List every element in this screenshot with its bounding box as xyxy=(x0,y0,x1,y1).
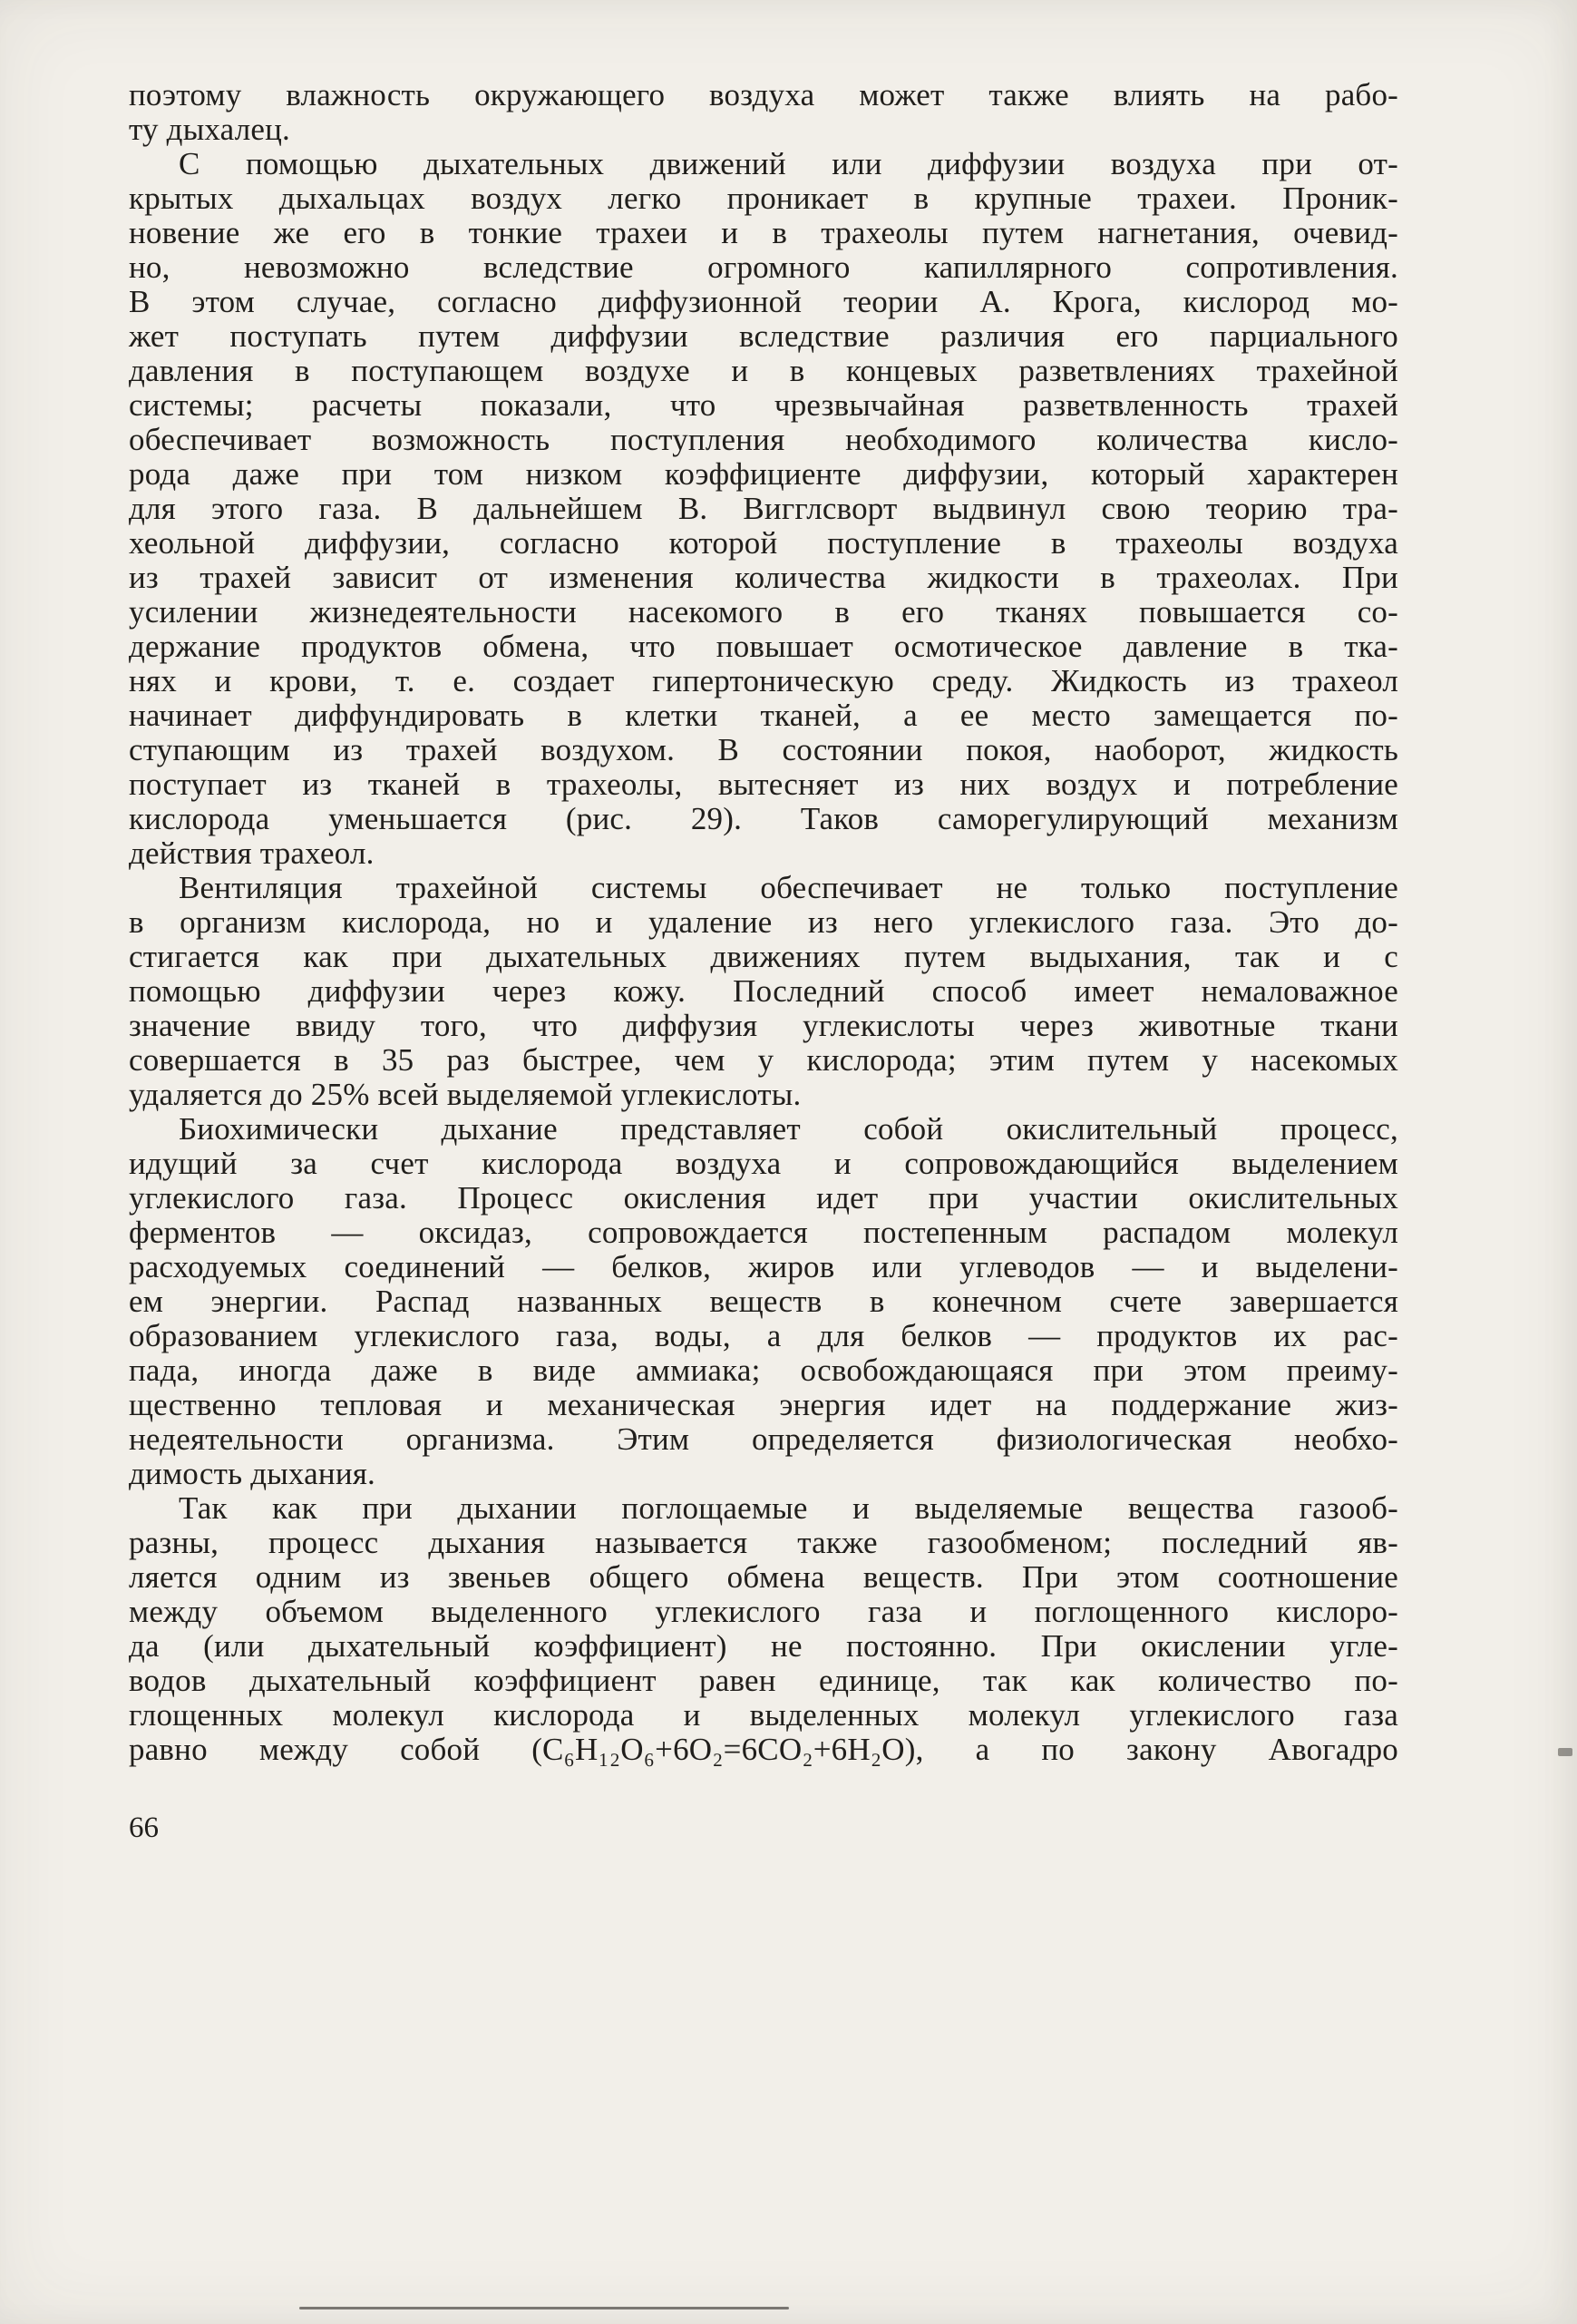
text-line: ту дыхалец. xyxy=(129,112,290,147)
text-line: расходуемых соединений — белков, жиров или углеводов — и выделени- xyxy=(129,1249,1398,1284)
paragraph xyxy=(129,871,1398,1112)
text-line: держание продуктов обмена, что повышает осмотическое давление в тка- xyxy=(129,629,1398,664)
text-line: усилении жизнедеятельности насекомого в его тканях повышается со- xyxy=(129,594,1398,630)
text-line: но, невозможно вследствие огромного капиллярного сопротивления. xyxy=(129,249,1398,285)
text-line: начинает диффундировать в клетки тканей, а ее место замещается по- xyxy=(129,698,1398,733)
text-line: совершается в 35 раз быстрее, чем у кислорода; этим путем у насекомых xyxy=(129,1042,1398,1078)
text-line: образованием углекислого газа, воды, а для белков — продуктов их рас- xyxy=(129,1318,1398,1353)
text-line: ем энергии. Распад названных веществ в конечном счете завершается xyxy=(129,1284,1398,1319)
text-line: нях и крови, т. е. создает гипертоническую среду. Жидкость из трахеол xyxy=(129,663,1398,698)
text-line: углекислого газа. Процесс окисления идет при участии окислительных xyxy=(129,1180,1398,1216)
text-line: поэтому влажность окружающего воздуха может также влиять на рабо- xyxy=(129,77,1398,112)
text-line: щественно тепловая и механическая энергия идет на поддержание жиз- xyxy=(129,1387,1398,1422)
text-line: новение же его в тонкие трахеи и в трахеолы путем нагнетания, очевид- xyxy=(129,215,1398,250)
text-line: обеспечивает возможность поступления необходимого количества кисло- xyxy=(129,422,1398,457)
paragraph xyxy=(129,78,1398,147)
text-line: ступающим из трахей воздухом. В состоянии покоя, наоборот, жидкость xyxy=(129,732,1398,767)
text-line: крытых дыхальцах воздух легко проникает в крупные трахеи. Проник- xyxy=(129,181,1398,216)
text-line: поступает из тканей в трахеолы, вытесняет из них воздух и потребление xyxy=(129,767,1398,802)
text-line: кислорода уменьшается (рис. 29). Таков саморегулирующий механизм xyxy=(129,801,1398,836)
text-line: да (или дыхательный коэффициент) не постоянно. При окислении угле- xyxy=(129,1628,1398,1664)
page-number: 66 xyxy=(129,1811,159,1844)
text-line: действия трахеол. xyxy=(129,835,375,871)
paragraph xyxy=(129,1491,1398,1767)
scan-artifact-speck xyxy=(1558,1748,1572,1756)
text-line: значение ввиду того, что диффузия углекислоты через животные ткани xyxy=(129,1008,1398,1043)
text-line: В этом случае, согласно диффузионной теории А. Крога, кислород мо- xyxy=(129,284,1398,319)
text-line: идущий за счет кислорода воздуха и сопровождающийся выделением xyxy=(129,1146,1398,1181)
text-line: равно между собой (C₆H₁₂O₆+6O₂=6CO₂+6H₂O), а по закону Авогадро xyxy=(129,1732,1398,1767)
text-line: системы; расчеты показали, что чрезвычайная разветвленность трахей xyxy=(129,387,1398,423)
text-line: Биохимически дыхание представляет собой окислительный процесс, xyxy=(179,1111,1398,1147)
text-line: ферментов — оксидаз, сопровождается постепенным распадом молекул xyxy=(129,1215,1398,1250)
text-line: С помощью дыхательных движений или диффузии воздуха при от- xyxy=(179,146,1398,181)
text-line: удаляется до 25% всей выделяемой углекислоты. xyxy=(129,1077,802,1112)
text-line: жет поступать путем диффузии вследствие различия его парциального xyxy=(129,318,1398,354)
text-line: стигается как при дыхательных движениях путем выдыхания, так и с xyxy=(129,939,1398,974)
text-line: глощенных молекул кислорода и выделенных молекул углекислого газа xyxy=(129,1697,1398,1733)
text-line: между объемом выделенного углекислого газа и поглощенного кислоро- xyxy=(129,1594,1398,1629)
text-line: Вентиляция трахейной системы обеспечивает не только поступление xyxy=(179,870,1398,905)
text-line: для этого газа. В дальнейшем В. Вигглсворт выдвинул свою теорию тра- xyxy=(129,491,1398,526)
text-line: из трахей зависит от изменения количества жидкости в трахеолах. При xyxy=(129,560,1398,595)
text-line: в организм кислорода, но и удаление из него углекислого газа. Это до- xyxy=(129,904,1398,940)
text-line: давления в поступающем воздухе и в концевых разветвлениях трахейной xyxy=(129,353,1398,388)
text-line: помощью диффузии через кожу. Последний способ имеет немаловажное xyxy=(129,973,1398,1009)
text-line: недеятельности организма. Этим определяется физиологическая необхо- xyxy=(129,1421,1398,1457)
paragraph xyxy=(129,1112,1398,1491)
text-line: хеольной диффузии, согласно которой поступление в трахеолы воздуха xyxy=(129,525,1398,561)
text-line: водов дыхательный коэффициент равен единице, так как количество по- xyxy=(129,1663,1398,1698)
page-text-block xyxy=(129,78,1398,1767)
text-line: разны, процесс дыхания называется также газообменом; последний яв- xyxy=(129,1525,1398,1560)
text-line: рода даже при том низком коэффициенте диффузии, который характерен xyxy=(129,456,1398,492)
text-line: ляется одним из звеньев общего обмена веществ. При этом соотношение xyxy=(129,1559,1398,1595)
text-line: пада, иногда даже в виде аммиака; освобождающаяся при этом преиму- xyxy=(129,1352,1398,1388)
paragraph xyxy=(129,147,1398,871)
scan-artifact-bottom-line xyxy=(299,2307,789,2309)
text-line: Так как при дыхании поглощаемые и выделяемые вещества газооб- xyxy=(179,1490,1398,1526)
text-line: димость дыхания. xyxy=(129,1456,376,1491)
